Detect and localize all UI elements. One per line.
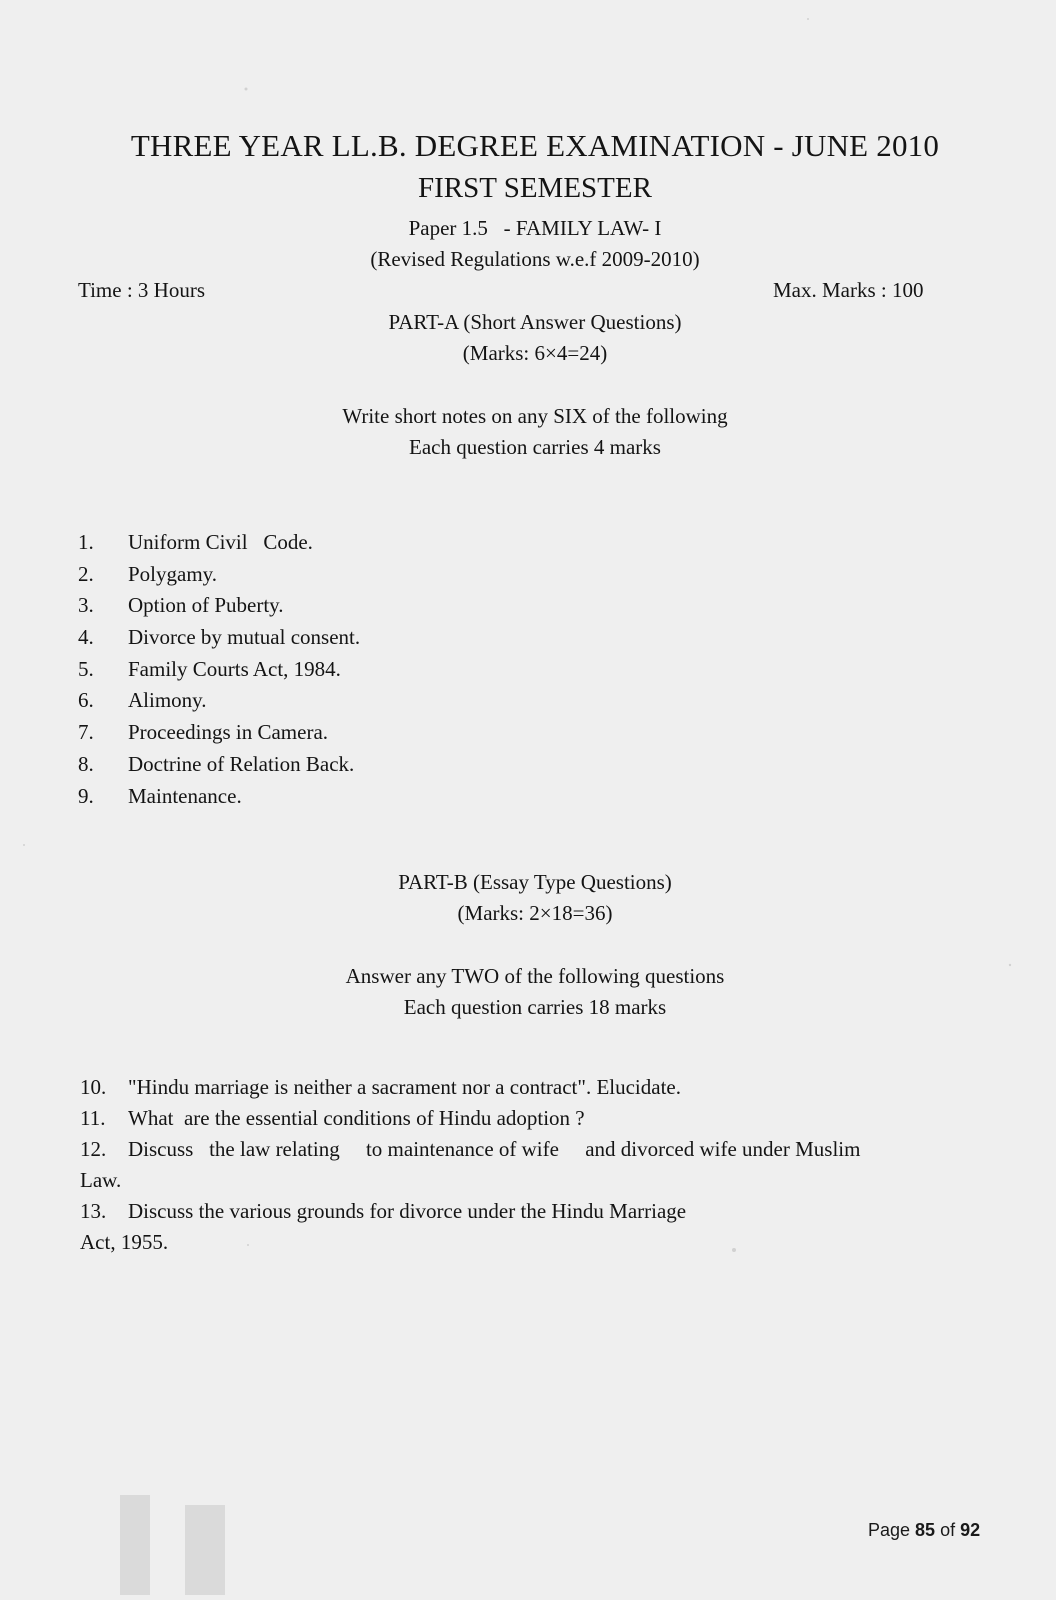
question-number: 9. bbox=[78, 783, 94, 808]
question-number: 12. bbox=[80, 1137, 107, 1161]
essay-question-12-continuation: Law. bbox=[80, 1168, 122, 1192]
part-a-heading: PART-A (Short Answer Questions) bbox=[388, 310, 682, 334]
list-item bbox=[78, 559, 360, 591]
page-prefix: Page bbox=[868, 1520, 916, 1540]
part-b-note: Each question carries 18 marks bbox=[403, 995, 667, 1019]
question-text: Maintenance. bbox=[128, 783, 242, 808]
question-number: 11. bbox=[80, 1106, 106, 1130]
question-text: Proceedings in Camera. bbox=[128, 720, 329, 745]
semester-heading: FIRST SEMESTER bbox=[418, 172, 652, 204]
page-current: 85 bbox=[915, 1520, 936, 1540]
part-a-note: Each question carries 4 marks bbox=[409, 435, 661, 459]
paper-title: Paper 1.5 - FAMILY LAW- I bbox=[408, 216, 662, 240]
list-item bbox=[78, 590, 360, 622]
essay-question-13 bbox=[80, 1199, 686, 1224]
page-total: 92 bbox=[960, 1520, 981, 1540]
time-allowed: Time : 3 Hours bbox=[78, 278, 205, 302]
exam-title: THREE YEAR LL.B. DEGREE EXAMINATION - JUNE 2010 bbox=[130, 128, 940, 163]
list-item bbox=[78, 654, 360, 686]
question-text: Alimony. bbox=[128, 688, 207, 713]
part-b-instruction: Answer any TWO of the following questions bbox=[345, 964, 725, 988]
question-number: 8. bbox=[78, 751, 94, 776]
question-text: Family Courts Act, 1984. bbox=[128, 656, 341, 681]
essay-question-12 bbox=[80, 1137, 860, 1162]
essay-question-13-continuation: Act, 1955. bbox=[80, 1230, 169, 1254]
part-b-marks: (Marks: 2×18=36) bbox=[457, 901, 613, 925]
question-text: Divorce by mutual consent. bbox=[128, 625, 361, 650]
question-text: "Hindu marriage is neither a sacrament nor a contract". Elucidate. bbox=[128, 1075, 681, 1099]
question-text: Option of Puberty. bbox=[128, 593, 284, 618]
regulations-note: (Revised Regulations w.e.f 2009-2010) bbox=[370, 247, 700, 271]
question-text: Polygamy. bbox=[128, 561, 218, 586]
list-item bbox=[78, 685, 360, 717]
page-number bbox=[868, 1520, 980, 1541]
list-item bbox=[78, 622, 360, 654]
list-item bbox=[78, 781, 360, 813]
question-number: 3. bbox=[78, 593, 94, 618]
question-number: 1. bbox=[78, 530, 94, 554]
question-text: What are the essential conditions of Hindu adoption ? bbox=[128, 1106, 585, 1130]
question-number: 6. bbox=[78, 688, 94, 713]
max-marks: Max. Marks : 100 bbox=[773, 278, 924, 302]
part-a-question-list bbox=[78, 527, 360, 812]
list-item bbox=[78, 717, 360, 749]
question-number: 13. bbox=[80, 1199, 107, 1223]
list-item bbox=[78, 527, 360, 559]
question-number: 7. bbox=[78, 720, 94, 745]
question-number: 2. bbox=[78, 561, 94, 586]
part-b-heading: PART-B (Essay Type Questions) bbox=[398, 870, 672, 894]
page-of: of bbox=[935, 1520, 961, 1540]
question-text: Discuss the law relating to maintenance of wife and divorced wife under Muslim bbox=[128, 1137, 861, 1161]
question-text: Uniform Civil Code. bbox=[128, 530, 313, 554]
question-text: Doctrine of Relation Back. bbox=[128, 751, 355, 776]
question-number: 5. bbox=[78, 656, 94, 681]
essay-question-11 bbox=[80, 1106, 585, 1131]
question-text: Discuss the various grounds for divorce under the Hindu Marriage bbox=[128, 1199, 687, 1223]
essay-question-10 bbox=[80, 1075, 681, 1100]
question-number: 10. bbox=[80, 1075, 107, 1099]
list-item bbox=[78, 749, 360, 781]
part-a-instruction: Write short notes on any SIX of the following bbox=[342, 404, 728, 428]
question-number: 4. bbox=[78, 625, 94, 650]
part-a-marks: (Marks: 6×4=24) bbox=[462, 341, 608, 365]
